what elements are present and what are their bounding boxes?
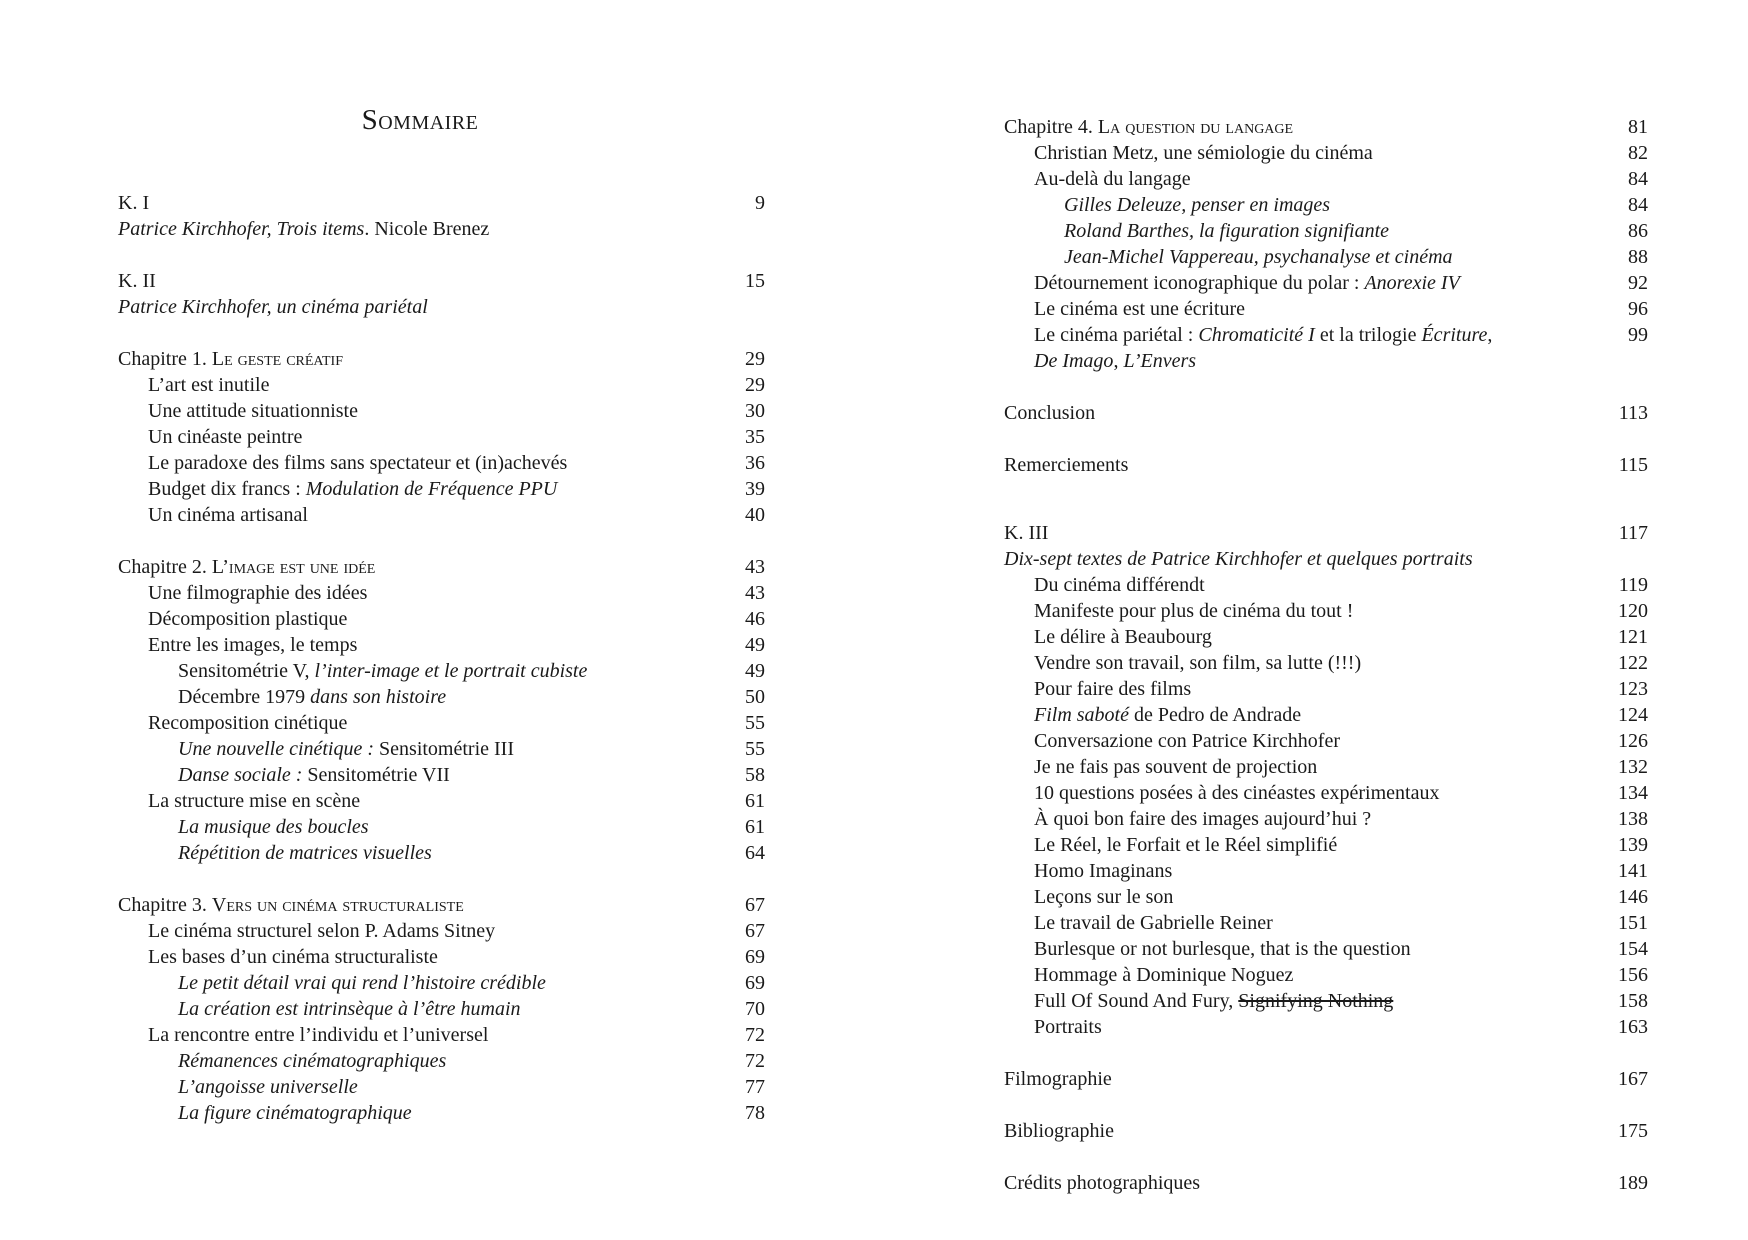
- toc-entry[interactable]: [1004, 858, 1648, 884]
- page-number: 50: [745, 686, 765, 708]
- entry-title-part: La création est intrinsèque à l’être humain: [178, 998, 521, 1020]
- page-title: Sommaire: [361, 104, 479, 136]
- page-number: 113: [1618, 402, 1648, 424]
- page-number: 69: [745, 972, 765, 994]
- toc-section: [1004, 114, 1648, 374]
- entry-title: [1004, 572, 1598, 598]
- entry-title-part: La structure mise en scène: [148, 790, 361, 812]
- entry-title: [118, 190, 715, 216]
- entry-title-part: Manifeste pour plus de cinéma du tout !: [1034, 600, 1354, 622]
- toc-section: [1004, 1066, 1648, 1092]
- toc-entry[interactable]: [118, 190, 765, 216]
- entry-title-part: Une nouvelle cinétique :: [178, 738, 380, 760]
- toc-entry[interactable]: [118, 424, 765, 450]
- entry-title: [1004, 832, 1598, 858]
- entry-title-part: Une filmographie des idées: [148, 582, 368, 604]
- toc-entry[interactable]: [118, 502, 765, 528]
- page-number: 88: [1628, 246, 1648, 268]
- page-number: 156: [1618, 964, 1648, 986]
- toc-entry[interactable]: [1004, 988, 1648, 1014]
- toc-entry[interactable]: [118, 1048, 765, 1074]
- entry-title: [1004, 1014, 1598, 1040]
- page-number: 30: [745, 400, 765, 422]
- toc-entry[interactable]: [1004, 780, 1648, 806]
- toc-entry[interactable]: [118, 762, 765, 788]
- toc-entry[interactable]: [118, 1022, 765, 1048]
- entry-title: [1004, 218, 1598, 244]
- entry-title: [118, 294, 715, 320]
- entry-title-part: Chapitre 3.: [118, 894, 212, 916]
- entry-title-part: Sensitométrie VII: [307, 764, 450, 786]
- page-number: 77: [745, 1076, 765, 1098]
- entry-title-part: Vendre son travail, son film, sa lutte (!!!): [1034, 652, 1362, 674]
- entry-title-part: Détournement iconographique du polar :: [1034, 272, 1365, 294]
- toc-section: [1004, 1170, 1648, 1196]
- entry-title-part: Budget dix francs :: [148, 478, 306, 500]
- page-number: 121: [1618, 626, 1648, 648]
- entry-title-part: Recomposition cinétique: [148, 712, 348, 734]
- page-number: 117: [1618, 522, 1648, 544]
- entry-title: [118, 710, 715, 736]
- page-number: 126: [1618, 730, 1648, 752]
- toc-entry[interactable]: [118, 606, 765, 632]
- toc-entry[interactable]: [118, 814, 765, 840]
- toc-entry[interactable]: [1004, 348, 1648, 374]
- toc-entry[interactable]: [1004, 910, 1648, 936]
- entry-title-part: Rémanences cinématographiques: [178, 1050, 447, 1072]
- entry-title-part: Jean-Michel Vappereau, psychanalyse et cinéma: [1064, 246, 1453, 268]
- entry-title-part: Portraits: [1034, 1016, 1102, 1038]
- toc-entry[interactable]: [118, 710, 765, 736]
- toc-left-column: [118, 190, 765, 1126]
- entry-title-part: La rencontre entre l’individu et l’universel: [148, 1024, 489, 1046]
- page-number: 29: [745, 374, 765, 396]
- entry-title: [118, 970, 715, 996]
- entry-title-part: Au-delà du langage: [1034, 168, 1191, 190]
- toc-right-column: [1004, 114, 1648, 1196]
- entry-title: [118, 632, 715, 658]
- page-number: 84: [1628, 168, 1648, 190]
- toc-entry[interactable]: [1004, 218, 1648, 244]
- entry-title: [1004, 400, 1598, 426]
- toc-entry[interactable]: [1004, 962, 1648, 988]
- page-number: 154: [1618, 938, 1648, 960]
- toc-entry[interactable]: [118, 788, 765, 814]
- entry-title-part: de Pedro de Andrade: [1129, 704, 1302, 726]
- page-number: 46: [745, 608, 765, 630]
- entry-title-part: Le travail de Gabrielle Reiner: [1034, 912, 1273, 934]
- entry-title: [118, 1048, 715, 1074]
- entry-title: [1004, 1066, 1598, 1092]
- page-number: 115: [1618, 454, 1648, 476]
- page-number: 158: [1618, 990, 1648, 1012]
- page-number: 122: [1618, 652, 1648, 674]
- page-number: 36: [745, 452, 765, 474]
- entry-title: [1004, 520, 1598, 546]
- entry-title-part: Entre les images, le temps: [148, 634, 358, 656]
- entry-title-part: et la trilogie: [1314, 324, 1422, 346]
- toc-section: [1004, 520, 1648, 1040]
- entry-title: [1004, 806, 1598, 832]
- entry-title-part: De Imago: [1034, 350, 1114, 372]
- page-number: 58: [745, 764, 765, 786]
- entry-title-part: Décomposition plastique: [148, 608, 348, 630]
- entry-title: [118, 268, 715, 294]
- entry-title-part: Le cinéma est une écriture: [1034, 298, 1245, 320]
- toc-entry[interactable]: [118, 346, 765, 372]
- page-number: 134: [1618, 782, 1648, 804]
- toc-section: [118, 892, 765, 1126]
- entry-title: [118, 944, 715, 970]
- toc-entry[interactable]: [1004, 192, 1648, 218]
- entry-title: [1004, 452, 1598, 478]
- entry-title: [118, 996, 715, 1022]
- page-number: 15: [745, 270, 765, 292]
- entry-title: [118, 788, 715, 814]
- entry-title: [1004, 754, 1598, 780]
- toc-entry[interactable]: [1004, 400, 1648, 426]
- entry-title: [118, 554, 715, 580]
- entry-title: [1004, 546, 1598, 572]
- entry-title-part: Modulation de Fréquence PPU: [305, 478, 558, 500]
- toc-section: [1004, 452, 1648, 478]
- entry-title: [118, 658, 715, 684]
- entry-title: [118, 918, 715, 944]
- page-number: 9: [755, 192, 765, 214]
- toc-entry[interactable]: [1004, 832, 1648, 858]
- toc-entry[interactable]: [118, 970, 765, 996]
- page-number: 82: [1628, 142, 1648, 164]
- page-number: 120: [1618, 600, 1648, 622]
- page-number: 49: [745, 634, 765, 656]
- page-number: 175: [1618, 1120, 1648, 1142]
- entry-title-part: Le geste créatif: [211, 348, 343, 370]
- page-number: 141: [1618, 860, 1648, 882]
- entry-title: [118, 1074, 715, 1100]
- entry-title-part: Pour faire des films: [1034, 678, 1192, 700]
- entry-title-part: Sensitométrie III: [379, 738, 514, 760]
- entry-title: [1004, 676, 1598, 702]
- entry-title: [1004, 650, 1598, 676]
- page-number: 55: [745, 738, 765, 760]
- entry-title-part: Conversazione con Patrice Kirchhofer: [1034, 730, 1340, 752]
- toc-entry[interactable]: [118, 268, 765, 294]
- toc-entry[interactable]: [1004, 166, 1648, 192]
- entry-title-part: ,: [1487, 324, 1493, 346]
- entry-title: [118, 684, 715, 710]
- toc-section: [118, 554, 765, 866]
- page-number: 138: [1618, 808, 1648, 830]
- entry-title-part: Patrice Kirchhofer, un cinéma pariétal: [118, 296, 428, 318]
- entry-title-part: L’angoisse universelle: [178, 1076, 358, 1098]
- toc-entry[interactable]: [1004, 1014, 1648, 1040]
- toc-section: [118, 190, 765, 242]
- entry-title: [118, 372, 715, 398]
- entry-title-part: Leçons sur le son: [1034, 886, 1174, 908]
- page-number: 86: [1628, 220, 1648, 242]
- page-number: 69: [745, 946, 765, 968]
- page-number: 72: [745, 1024, 765, 1046]
- entry-title: [118, 1022, 715, 1048]
- entry-title-part: Remerciements: [1004, 454, 1129, 476]
- toc-entry[interactable]: [1004, 650, 1648, 676]
- entry-title-part: L’Envers: [1123, 350, 1197, 372]
- toc-entry[interactable]: [1004, 1118, 1648, 1144]
- entry-title-part: Le paradoxe des films sans spectateur et (in)achevés: [148, 452, 568, 474]
- toc-entry[interactable]: [118, 1074, 765, 1100]
- entry-title: [1004, 702, 1598, 728]
- entry-title: [118, 1100, 715, 1126]
- entry-title: [1004, 1170, 1598, 1196]
- toc-entry[interactable]: [1004, 296, 1648, 322]
- entry-title: [1004, 270, 1598, 296]
- entry-title: [1004, 728, 1598, 754]
- entry-title-part: Décembre 1979: [178, 686, 311, 708]
- entry-title-part: Un cinéaste peintre: [148, 426, 303, 448]
- toc-entry[interactable]: [1004, 114, 1648, 140]
- entry-title-part: ,: [1113, 350, 1124, 372]
- entry-title: [1004, 1118, 1598, 1144]
- entry-title-part: La figure cinématographique: [178, 1102, 412, 1124]
- entry-title: [1004, 114, 1598, 140]
- toc-entry[interactable]: [118, 554, 765, 580]
- entry-title-part: Une attitude situationniste: [148, 400, 358, 422]
- entry-title-part: La question du langage: [1097, 116, 1294, 138]
- toc-entry[interactable]: [1004, 270, 1648, 296]
- entry-title: [1004, 598, 1598, 624]
- page-number: 146: [1618, 886, 1648, 908]
- entry-title-part: Les bases d’un cinéma structuraliste: [148, 946, 438, 968]
- page-number: 35: [745, 426, 765, 448]
- toc-entry[interactable]: [118, 398, 765, 424]
- entry-title: [1004, 780, 1598, 806]
- entry-title-part: Le petit détail vrai qui rend l’histoire crédible: [178, 972, 546, 994]
- entry-title: [118, 606, 715, 632]
- entry-title-part: 10 questions posées à des cinéastes expérimentaux: [1034, 782, 1440, 804]
- entry-title-part: Je ne fais pas souvent de projection: [1034, 756, 1318, 778]
- page-number: 55: [745, 712, 765, 734]
- entry-title-part: . Nicole Brenez: [364, 218, 490, 240]
- entry-title: [118, 892, 715, 918]
- entry-title: [1004, 936, 1598, 962]
- entry-title-part: Film saboté: [1034, 704, 1129, 726]
- entry-title: [118, 762, 715, 788]
- page-number: 70: [745, 998, 765, 1020]
- entry-title-part: Full Of Sound And Fury,: [1034, 990, 1239, 1012]
- toc-entry[interactable]: [118, 684, 765, 710]
- page-number: 167: [1618, 1068, 1648, 1090]
- toc-entry[interactable]: [1004, 936, 1648, 962]
- entry-title: [1004, 322, 1598, 348]
- toc-entry[interactable]: [1004, 676, 1648, 702]
- entry-title-part: Patrice Kirchhofer, Trois items: [118, 218, 365, 240]
- entry-title-part: Sensitométrie V,: [178, 660, 315, 682]
- toc-entry[interactable]: [118, 216, 765, 242]
- toc-section: [118, 346, 765, 528]
- toc-entry[interactable]: [118, 294, 765, 320]
- entry-title-part: Chapitre 2.: [118, 556, 212, 578]
- page-number: 132: [1618, 756, 1648, 778]
- toc-entry[interactable]: [1004, 1066, 1648, 1092]
- entry-title-part: K. III: [1004, 522, 1049, 544]
- entry-title-part: Répétition de matrices visuelles: [178, 842, 432, 864]
- page-number: 151: [1618, 912, 1648, 934]
- page-number: 119: [1618, 574, 1648, 596]
- entry-title: [1004, 296, 1598, 322]
- entry-title-part: L’art est inutile: [148, 374, 270, 396]
- page-number: 163: [1618, 1016, 1648, 1038]
- page-number: 84: [1628, 194, 1648, 216]
- entry-title-part: À quoi bon faire des images aujourd’hui ?: [1034, 808, 1372, 830]
- entry-title-part: La musique des boucles: [178, 816, 369, 838]
- page-number: 123: [1618, 678, 1648, 700]
- entry-title: [1004, 988, 1598, 1014]
- entry-title-part: Filmographie: [1004, 1068, 1112, 1090]
- entry-title: [118, 840, 715, 866]
- entry-title: [118, 346, 715, 372]
- toc-entry[interactable]: [1004, 546, 1648, 572]
- toc-entry[interactable]: [118, 1100, 765, 1126]
- toc-entry[interactable]: [118, 944, 765, 970]
- entry-title-part: Chapitre 4.: [1004, 116, 1098, 138]
- toc-entry[interactable]: [1004, 754, 1648, 780]
- entry-title-part: K. II: [118, 270, 156, 292]
- entry-title-part: Le cinéma structurel selon P. Adams Sitney: [148, 920, 496, 942]
- entry-title: [1004, 348, 1598, 374]
- entry-title-part: Le cinéma pariétal :: [1034, 324, 1199, 346]
- toc-entry[interactable]: [1004, 244, 1648, 270]
- entry-title: [1004, 624, 1598, 650]
- toc-entry[interactable]: [1004, 702, 1648, 728]
- entry-title-part: Hommage à Dominique Noguez: [1034, 964, 1294, 986]
- entry-title-part: Du cinéma différendt: [1034, 574, 1205, 596]
- page-number: 92: [1628, 272, 1648, 294]
- entry-title-part: Crédits photographiques: [1004, 1172, 1201, 1194]
- entry-title: [1004, 140, 1598, 166]
- entry-title-part: Burlesque or not burlesque, that is the question: [1034, 938, 1411, 960]
- toc-entry[interactable]: [118, 840, 765, 866]
- page-number: 78: [745, 1102, 765, 1124]
- page-number: 67: [745, 920, 765, 942]
- page-number: 39: [745, 478, 765, 500]
- toc-entry[interactable]: [118, 736, 765, 762]
- toc-entry[interactable]: [1004, 884, 1648, 910]
- entry-title: [118, 450, 715, 476]
- page-number: 99: [1628, 324, 1648, 346]
- entry-title: [1004, 884, 1598, 910]
- page-number: 139: [1618, 834, 1648, 856]
- page-number: 61: [745, 790, 765, 812]
- page-number: 43: [745, 582, 765, 604]
- toc-entry[interactable]: [118, 918, 765, 944]
- entry-title-part: Homo Imaginans: [1034, 860, 1173, 882]
- entry-title-part: Écriture: [1421, 324, 1488, 346]
- entry-title-part: Roland Barthes, la figuration signifiante: [1064, 220, 1389, 242]
- page-number: 67: [745, 894, 765, 916]
- toc-entry[interactable]: [118, 476, 765, 502]
- entry-title-part: K. I: [118, 192, 150, 214]
- toc-section: [1004, 1118, 1648, 1144]
- page-number: 43: [745, 556, 765, 578]
- page-number: 96: [1628, 298, 1648, 320]
- entry-title-part: Le délire à Beaubourg: [1034, 626, 1212, 648]
- entry-title: [1004, 192, 1598, 218]
- entry-title-part: Vers un cinéma structuraliste: [211, 894, 464, 916]
- toc-entry[interactable]: [118, 580, 765, 606]
- toc-entry[interactable]: [1004, 140, 1648, 166]
- toc-entry[interactable]: [118, 632, 765, 658]
- entry-title-part: Conclusion: [1004, 402, 1096, 424]
- entry-title-part: Le Réel, le Forfait et le Réel simplifié: [1034, 834, 1338, 856]
- toc-entry[interactable]: [1004, 572, 1648, 598]
- page-number: 72: [745, 1050, 765, 1072]
- entry-title-part: Gilles Deleuze, penser en images: [1064, 194, 1331, 216]
- entry-title: [118, 398, 715, 424]
- toc-entry[interactable]: [118, 892, 765, 918]
- entry-title-part: Un cinéma artisanal: [148, 504, 308, 526]
- toc-entry[interactable]: [1004, 322, 1648, 348]
- toc-section: [1004, 400, 1648, 426]
- page-number: 81: [1628, 116, 1648, 138]
- entry-title: [1004, 166, 1598, 192]
- entry-title: [1004, 910, 1598, 936]
- page-number: 61: [745, 816, 765, 838]
- entry-title: [118, 502, 715, 528]
- page-number: 40: [745, 504, 765, 526]
- page-number: 189: [1618, 1172, 1648, 1194]
- entry-title: [1004, 962, 1598, 988]
- entry-title: [118, 814, 715, 840]
- toc-entry[interactable]: [118, 658, 765, 684]
- toc-entry[interactable]: [118, 450, 765, 476]
- entry-title-part: Bibliographie: [1004, 1120, 1114, 1142]
- toc-entry[interactable]: [118, 996, 765, 1022]
- entry-title: [118, 476, 715, 502]
- entry-title: [118, 736, 715, 762]
- toc-entry[interactable]: [1004, 598, 1648, 624]
- entry-title-part: l’inter-image et le portrait cubiste: [314, 660, 588, 682]
- entry-title: [118, 424, 715, 450]
- entry-title-part: Christian Metz, une sémiologie du cinéma: [1034, 142, 1373, 164]
- entry-title-part: Chapitre 1.: [118, 348, 212, 370]
- toc-entry[interactable]: [1004, 1170, 1648, 1196]
- page-number: 29: [745, 348, 765, 370]
- toc-entry[interactable]: [1004, 624, 1648, 650]
- page-number: 64: [745, 842, 765, 864]
- entry-title-part: Signifying Nothing: [1238, 990, 1394, 1012]
- toc-entry[interactable]: [1004, 728, 1648, 754]
- entry-title: [1004, 244, 1598, 270]
- entry-title-part: Dix-sept textes de Patrice Kirchhofer et quelques portraits: [1004, 548, 1473, 570]
- page-number: 49: [745, 660, 765, 682]
- entry-title-part: Chromaticité I: [1198, 324, 1315, 346]
- toc-entry[interactable]: [1004, 520, 1648, 546]
- toc-entry[interactable]: [1004, 452, 1648, 478]
- entry-title-part: L’image est une idée: [211, 556, 376, 578]
- toc-entry[interactable]: [118, 372, 765, 398]
- entry-title-part: Anorexie IV: [1364, 272, 1460, 294]
- toc-section: [118, 268, 765, 320]
- entry-title-part: Danse sociale :: [178, 764, 308, 786]
- entry-title: [1004, 858, 1598, 884]
- toc-entry[interactable]: [1004, 806, 1648, 832]
- entry-title: [118, 580, 715, 606]
- entry-title: [118, 216, 715, 242]
- entry-title-part: dans son histoire: [310, 686, 447, 708]
- page-number: 124: [1618, 704, 1648, 726]
